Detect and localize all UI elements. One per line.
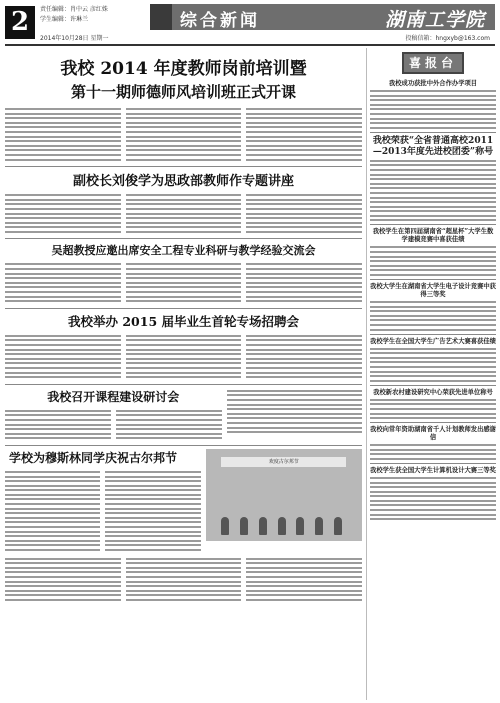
divider — [5, 166, 362, 167]
eid-celebration-photo — [206, 449, 362, 541]
lead-text-col-3 — [246, 108, 362, 163]
divider — [5, 384, 362, 385]
news-item — [370, 80, 496, 129]
news-item — [370, 228, 496, 276]
photo-banner: 欢度古尔邦节 — [221, 457, 346, 467]
article-body — [5, 263, 362, 304]
article-continued-text — [227, 390, 362, 442]
news-item — [370, 467, 496, 520]
divider — [5, 308, 362, 309]
divider — [5, 238, 362, 239]
news-item — [370, 136, 496, 222]
news-item-title: 我校大学生在湖南省大学生电子设计竞赛中获得三等奖 — [370, 283, 496, 299]
article-course-row — [5, 388, 362, 442]
news-item — [370, 389, 496, 419]
masthead-rule — [5, 44, 495, 46]
news-item-title: 我校新农村建设研究中心荣获先进单位称号 — [373, 388, 493, 396]
contact-email: 投稿信箱：hngxyb@163.com — [405, 35, 490, 42]
lead-text-col-2 — [126, 108, 242, 163]
good-news-box: 喜报台 — [402, 52, 464, 74]
news-item — [370, 426, 496, 460]
section-title: 综合新闻 — [180, 11, 260, 31]
article-headline: 吴超教授应邀出席安全工程专业科研与教学经验交流会 — [51, 244, 316, 258]
lead-subheadline: 第十一期师德师风培训班正式开课 — [70, 83, 296, 101]
news-item — [370, 338, 496, 382]
article-headline: 我校召开课程建设研讨会 — [47, 389, 180, 404]
editor-line: 责任编辑：肖中云 彦红姝 — [40, 6, 108, 13]
divider — [5, 445, 362, 446]
page-number: 2 — [5, 6, 35, 39]
article-headline: 我校举办 2015 届毕业生首轮专场招聘会 — [68, 313, 299, 329]
news-item-title: 我校学生在第四届湖南省“超星杯”大学生数学建模竞赛中喜获佳绩 — [372, 228, 494, 244]
news-item-title: 我校向常年资助湖南省千人计划教师发出感谢信 — [370, 426, 496, 442]
news-item-title: 我校学生在全国大学生广告艺术大赛喜获佳绩 — [370, 337, 496, 345]
article-eid — [5, 449, 362, 604]
news-item-title: 我校学生获全国大学生计算机设计大赛三等奖 — [370, 466, 496, 474]
article-job-fair — [5, 312, 362, 381]
masthead — [0, 0, 500, 44]
news-item-title: 我校成功获批中外合作办学项目 — [388, 80, 478, 87]
lead-headline: 我校 2014 年度教师岗前培训暨 — [60, 59, 307, 79]
article-headline: 学校为穆斯林同学庆祝古尔邦节 — [9, 450, 178, 465]
issue-date: 2014年10月28日 星期一 — [40, 35, 109, 42]
lead-text-col-1 — [5, 108, 121, 163]
editor-credits — [40, 5, 108, 25]
main-column — [5, 48, 362, 700]
news-item — [370, 283, 496, 331]
article-body — [5, 194, 362, 235]
article-wu-chao — [5, 242, 362, 304]
article-body — [5, 335, 362, 381]
student-editor-line: 学生编辑：许琳兰 — [40, 16, 89, 23]
section-ribbon — [150, 4, 172, 30]
news-item-title: 我校荣获“全省普通高校2011—2013年度先进校团委”称号 — [372, 135, 494, 157]
paper-name: 湖南工学院 — [384, 9, 485, 31]
good-news-column — [366, 48, 496, 700]
lead-article — [5, 54, 362, 163]
article-liu-lecture — [5, 170, 362, 235]
date-bar — [40, 33, 495, 42]
section-band — [150, 4, 495, 30]
article-course-seminar — [5, 388, 222, 442]
lead-body — [5, 108, 362, 163]
article-headline: 副校长刘俊学为思政部教师作专题讲座 — [72, 174, 294, 190]
